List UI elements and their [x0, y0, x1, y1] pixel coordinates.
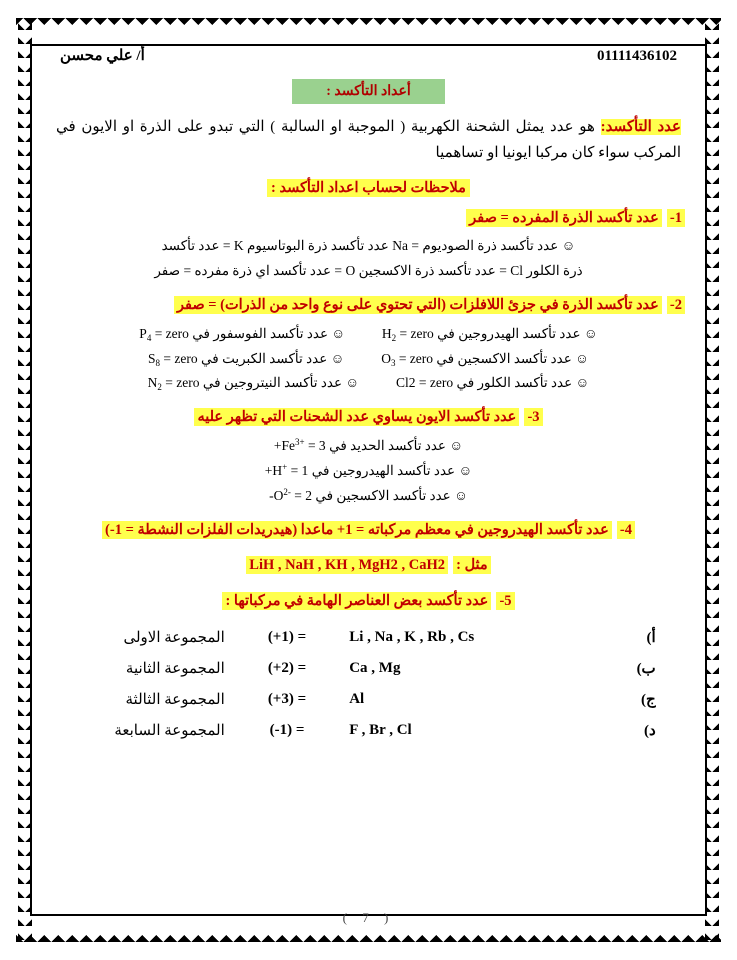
document-header	[52, 46, 685, 65]
row-label: أ)	[646, 629, 656, 646]
rule-2-example-right: ☺ عدد تأكسد النيتروجين في $N_2$ = zero	[147, 375, 360, 393]
phone-number: 01111436102	[596, 48, 677, 64]
border-zigzag-right	[705, 16, 719, 944]
notes-heading: ملاحظات لحساب اعداد التأكسد :	[267, 179, 470, 197]
row-elements: Ca , Mg	[349, 659, 401, 676]
row-value: = (3+)	[267, 690, 307, 707]
rule-2-example-left: ☺ عدد تأكسد الكلور في Cl2 = zero	[395, 375, 590, 391]
teacher-name: أ/ علي محسن	[60, 48, 145, 64]
rule-5-number: 5-	[496, 592, 514, 610]
rule-3-example-row: ☺ عدد تأكسد الحديد في $Fe^{3+} = 3+$	[273, 436, 464, 453]
rule-1-example-line: ☺ عدد تأكسد ذرة الصوديوم = Na عدد تأكسد ذرة البوتاسيوم K = عدد تأكسد	[161, 238, 576, 254]
row-group: المجموعة الاولى	[123, 629, 225, 646]
rule-4-example-compounds: LiH , NaH , KH , MgH2 , CaH2	[246, 556, 448, 574]
rule-2-text: عدد تأكسد الذرة في جزئ اللافلزات (التي تحتوي على نوع واحد من الذرات) = صفر	[174, 296, 662, 314]
row-value: = (1+)	[267, 628, 307, 645]
definition-text: هو عدد يمثل الشحنة الكهربية ( الموجبة او السالبة ) التي تبدو على الذرة او الايون في المركب سواء كان مركبا ايونيا او تساهميا	[56, 119, 681, 162]
rule-1	[52, 205, 685, 233]
row-group: المجموعة الثانية	[125, 660, 225, 677]
row-label: ب)	[636, 660, 656, 677]
row-elements: F , Br , Cl	[349, 721, 412, 738]
rule-3-example-row: ☺ عدد تأكسد الهيدروجين في H+ = 1+	[264, 461, 473, 478]
rule-3-text: عدد تأكسد الايون يساوي عدد الشحنات التي تظهر عليه	[194, 408, 519, 426]
rule-5-text: عدد تأكسد بعض العناصر الهامة في مركباتها :	[222, 592, 491, 610]
border-zigzag-top	[16, 18, 721, 32]
elements-table	[77, 622, 659, 746]
rule-4-examples	[52, 552, 685, 580]
rule-3-examples	[62, 434, 675, 509]
table-row	[77, 622, 659, 653]
rule-2-example-left: ☺ عدد تأكسد الهيدروجين في $H_2$ = zero	[381, 325, 598, 343]
definition-paragraph	[56, 114, 681, 167]
definition-term: عدد التأكسد:	[600, 119, 681, 135]
page-number: ( 7 )	[342, 910, 395, 925]
rule-2-examples	[62, 322, 675, 397]
row-label: ج)	[641, 691, 656, 708]
rule-2-number: 2-	[667, 296, 685, 314]
row-value: = (1-)	[269, 721, 305, 738]
row-label: د)	[644, 722, 656, 739]
rule-4-text: عدد تأكسد الهيدروجين في معظم مركباته = 1+ ماعدا (هيدريدات الفلزات النشطة = 1-)	[102, 521, 612, 539]
rule-3	[52, 404, 685, 432]
page-number-value: 7	[362, 910, 375, 925]
rule-2-example-row	[62, 347, 675, 372]
row-elements: Al	[349, 690, 365, 707]
rule-2-example-right: ☺ عدد تأكسد الكبريت في $S_8$ = zero	[148, 350, 345, 368]
rule-4-number: 4-	[617, 521, 635, 539]
rule-2-example-right: ☺ عدد تأكسد الفوسفور في $P_4$ = zero	[139, 325, 346, 343]
row-elements: Li , Na , K , Rb , Cs	[349, 628, 475, 645]
notes-heading-row	[52, 177, 685, 197]
rule-4	[52, 517, 685, 545]
table-row	[77, 715, 659, 746]
row-group: المجموعة الثالثة	[125, 691, 225, 708]
border-zigzag-bottom	[16, 928, 721, 942]
title-row	[52, 79, 685, 104]
rule-2-example-left: ☺ عدد تأكسد الاكسجين في $O_3$ = zero	[381, 350, 589, 368]
rule-4-example-label: مثل :	[453, 556, 491, 574]
document-content	[52, 46, 685, 898]
rule-2	[52, 292, 685, 320]
rule-1-number: 1-	[667, 209, 685, 227]
row-value: = (2+)	[267, 659, 307, 676]
rule-3-number: 3-	[524, 408, 542, 426]
rule-2-example-row	[62, 371, 675, 396]
table-row	[77, 653, 659, 684]
page-title: أعداد التأكسد :	[292, 79, 445, 104]
row-group: المجموعة السابعة	[114, 722, 225, 739]
rule-1-text: عدد تأكسد الذرة المفرده = صفر	[466, 209, 662, 227]
rule-2-example-row	[62, 322, 675, 347]
rule-1-example-line: ذرة الكلور Cl = عدد تأكسد ذرة الاكسجين O = عدد تأكسد اي ذرة مفرده = صفر	[154, 263, 583, 279]
rule-3-example-row: ☺ عدد تأكسد الاكسجين في $O^{2-} = 2-$	[269, 486, 468, 503]
table-row	[77, 684, 659, 715]
rule-1-examples	[62, 234, 675, 284]
rule-5	[52, 588, 685, 616]
